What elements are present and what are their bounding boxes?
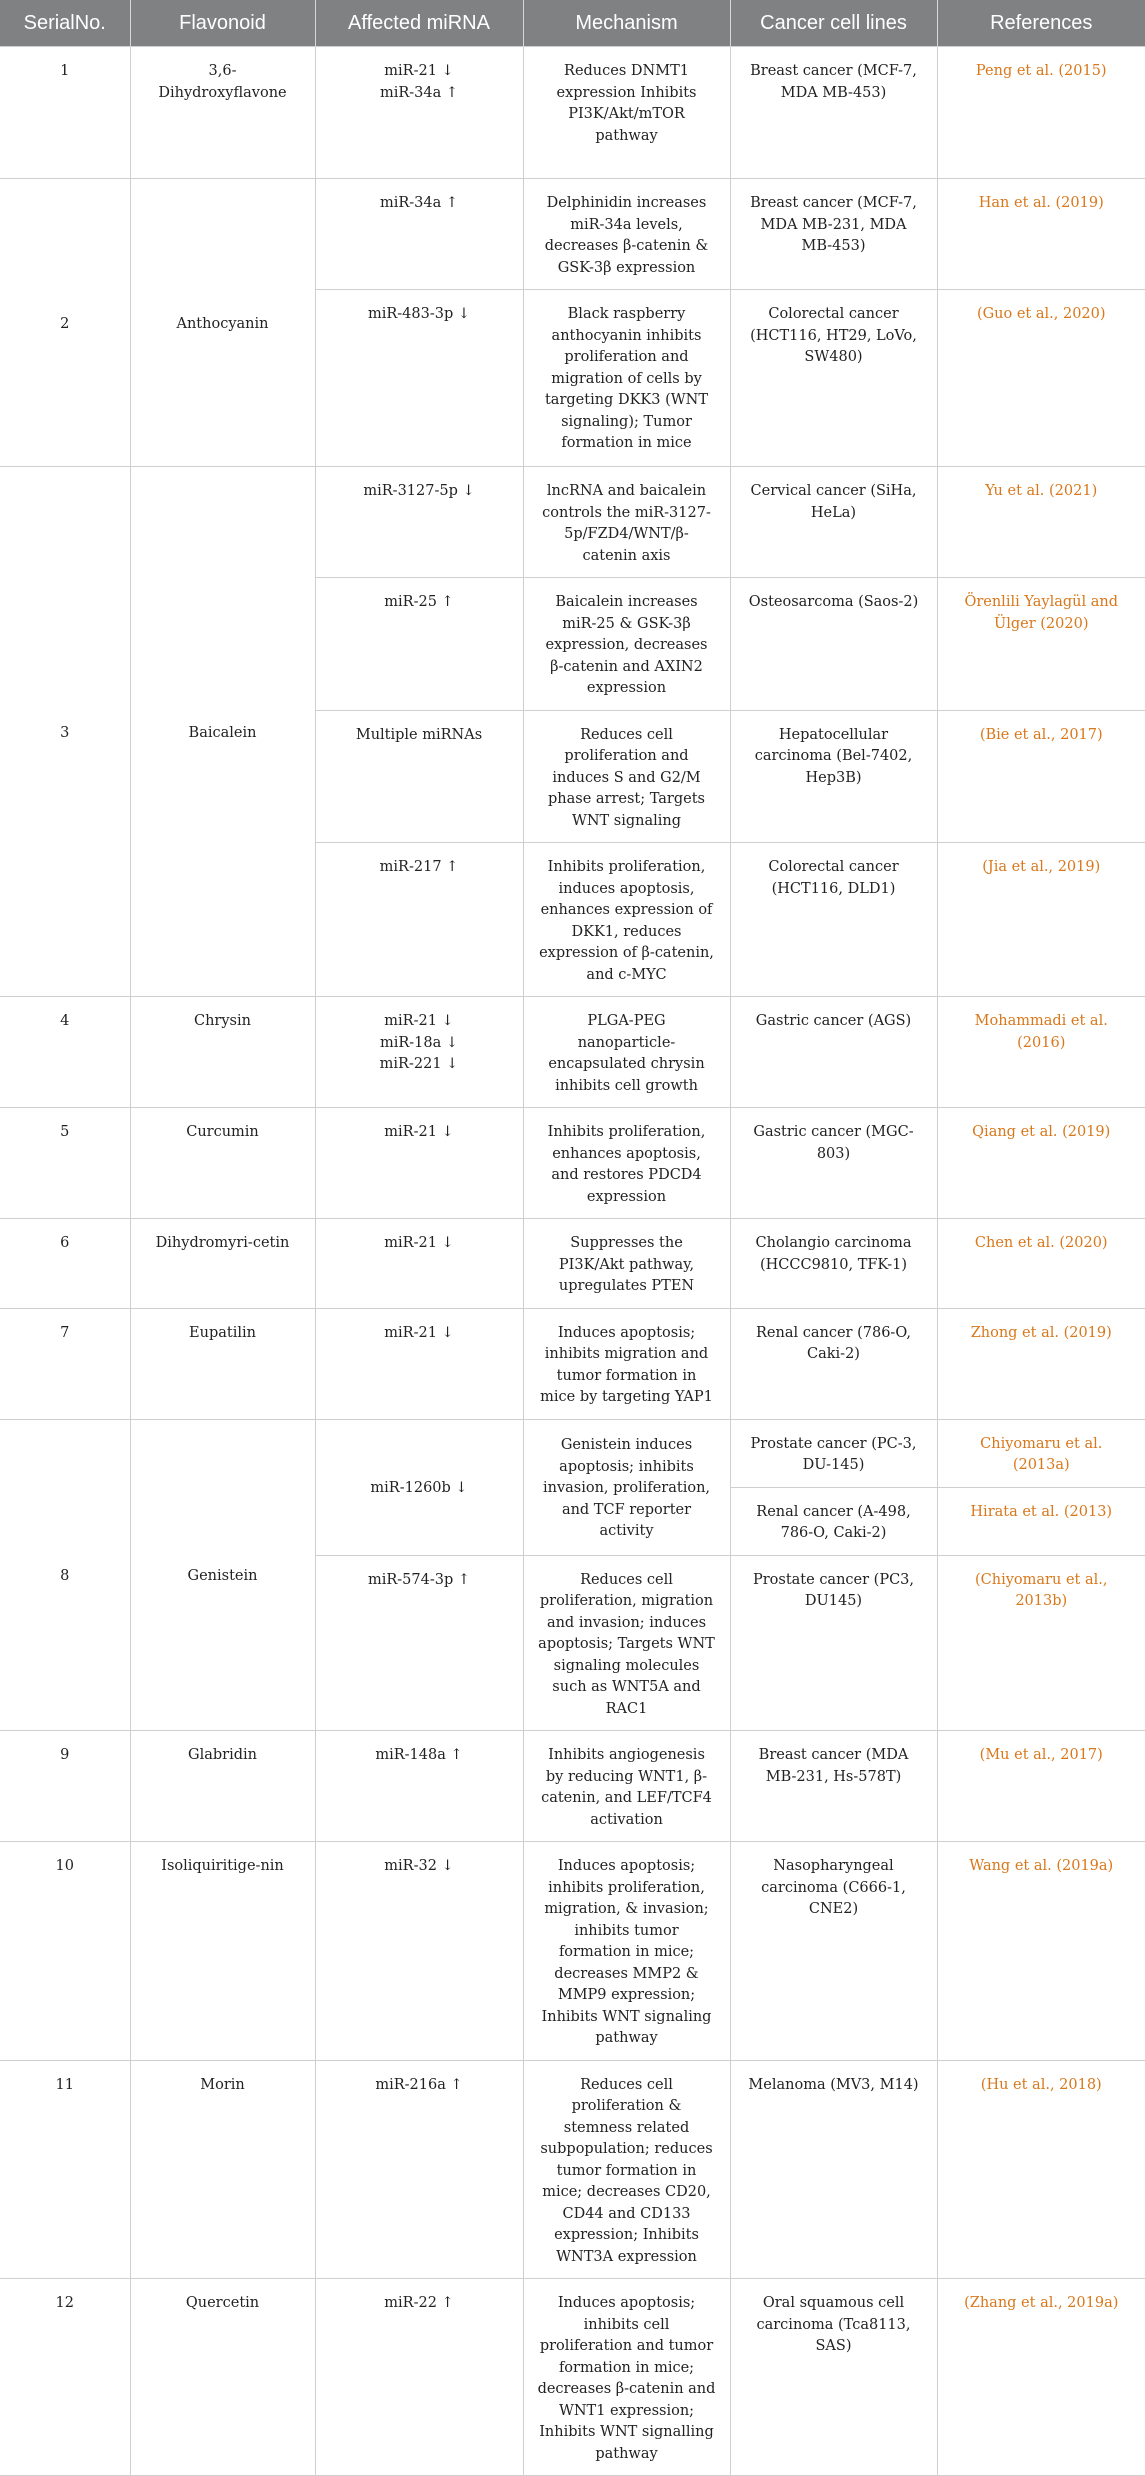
cell-lines-cell: Cervical cancer (SiHa, HeLa) bbox=[730, 467, 937, 578]
mirna-cell bbox=[315, 47, 523, 179]
mechanism-cell: Reduces cell proliferation and induces S and G2/M phase arrest; Targets WNT signaling bbox=[523, 710, 730, 843]
mirna-cell: miR-148a ↑ bbox=[315, 1731, 523, 1842]
cell-lines-cell: Gastric cancer (AGS) bbox=[730, 997, 937, 1108]
reference-link[interactable]: (Hu et al., 2018) bbox=[937, 2060, 1145, 2279]
cell-lines-cell: Breast cancer (MCF-7, MDA MB-453) bbox=[730, 47, 937, 179]
mirna-cell bbox=[315, 997, 523, 1108]
mirna-cell: Multiple miRNAs bbox=[315, 710, 523, 843]
mechanism-cell: Induces apoptosis; inhibits proliferation, migration, & invasion; inhibits tumor formation in mice; decreases MMP2 & MMP9 expression; Inhibits WNT signaling pathway bbox=[523, 1842, 730, 2061]
mechanism-cell: Inhibits proliferation, induces apoptosis, enhances expression of DKK1, reduces expression of β-catenin, and c-MYC bbox=[523, 843, 730, 997]
header-flavonoid: Flavonoid bbox=[130, 0, 315, 47]
reference-link[interactable]: Yu et al. (2021) bbox=[937, 467, 1145, 578]
flavonoid-cell: Isoliquiritige-nin bbox=[130, 1842, 315, 2061]
serial-cell: 10 bbox=[0, 1842, 130, 2061]
cell-lines-cell: Colorectal cancer (HCT116, DLD1) bbox=[730, 843, 937, 997]
mirna-entry: miR-21 ↓ bbox=[384, 1013, 454, 1029]
mirna-cell: miR-21 ↓ bbox=[315, 1308, 523, 1419]
mechanism-cell: Black raspberry anthocyanin inhibits proliferation and migration of cells by targeting DKK3 (WNT signaling); Tumor formation in mice bbox=[523, 290, 730, 467]
reference-link[interactable]: Chiyomaru et al. (2013a) bbox=[937, 1419, 1145, 1487]
mirna-cell: miR-217 ↑ bbox=[315, 843, 523, 997]
table-row bbox=[0, 997, 1145, 1108]
flavonoid-cell: Glabridin bbox=[130, 1731, 315, 1842]
mirna-entry: miR-34a ↑ bbox=[379, 84, 459, 101]
mirna-entry: miR-221 ↓ bbox=[379, 1056, 459, 1072]
mechanism-cell: Genistein induces apoptosis; inhibits invasion, proliferation, and TCF reporter activity bbox=[523, 1419, 730, 1555]
serial-cell: 5 bbox=[0, 1108, 130, 1219]
reference-link[interactable]: Mohammadi et al. (2016) bbox=[937, 997, 1145, 1108]
header-references: References bbox=[937, 0, 1145, 47]
mirna-cell: miR-25 ↑ bbox=[315, 578, 523, 711]
table-row bbox=[0, 467, 1145, 578]
reference-link[interactable]: Han et al. (2019) bbox=[937, 179, 1145, 290]
cell-lines-cell: Nasopharyngeal carcinoma (C666-1, CNE2) bbox=[730, 1842, 937, 2061]
flavonoid-cell: Eupatilin bbox=[130, 1308, 315, 1419]
flavonoid-cell: Anthocyanin bbox=[130, 179, 315, 467]
cell-lines-cell: Colorectal cancer (HCT116, HT29, LoVo, SW480) bbox=[730, 290, 937, 467]
flavonoid-cell: Genistein bbox=[130, 1419, 315, 1731]
table-row bbox=[0, 179, 1145, 290]
mechanism-cell: Suppresses the PI3K/Akt pathway, upregulates PTEN bbox=[523, 1219, 730, 1309]
table-row bbox=[0, 1308, 1145, 1419]
table-row bbox=[0, 1419, 1145, 1487]
table-row bbox=[0, 1219, 1145, 1309]
mechanism-cell: Inhibits proliferation, enhances apoptosis, and restores PDCD4 expression bbox=[523, 1108, 730, 1219]
cell-lines-cell: Breast cancer (MDA MB-231, Hs-578T) bbox=[730, 1731, 937, 1842]
mechanism-cell: Reduces cell proliferation, migration and invasion; induces apoptosis; Targets WNT signaling molecules such as WNT5A and RAC1 bbox=[523, 1555, 730, 1731]
mechanism-cell: Induces apoptosis; inhibits migration and tumor formation in mice by targeting YAP1 bbox=[523, 1308, 730, 1419]
cell-lines-cell: Melanoma (MV3, M14) bbox=[730, 2060, 937, 2279]
serial-cell: 8 bbox=[0, 1419, 130, 1731]
flavonoid-cell: Morin bbox=[130, 2060, 315, 2279]
mechanism-cell: Reduces cell proliferation & stemness related subpopulation; reduces tumor formation in mice; decreases CD20, CD44 and CD133 expression; Inhibits WNT3A expression bbox=[523, 2060, 730, 2279]
flavonoid-cell: Chrysin bbox=[130, 997, 315, 1108]
cell-lines-cell: Prostate cancer (PC-3, DU-145) bbox=[730, 1419, 937, 1487]
reference-link[interactable]: Peng et al. (2015) bbox=[937, 47, 1145, 179]
table-row bbox=[0, 1731, 1145, 1842]
mirna-cell: miR-483-3p ↓ bbox=[315, 290, 523, 467]
serial-cell: 1 bbox=[0, 47, 130, 179]
reference-link[interactable]: (Zhang et al., 2019a) bbox=[937, 2279, 1145, 2476]
serial-cell: 3 bbox=[0, 467, 130, 997]
cell-lines-cell: Cholangio carcinoma (HCCC9810, TFK-1) bbox=[730, 1219, 937, 1309]
mirna-entry: miR-21 ↓ bbox=[384, 63, 454, 79]
reference-link[interactable]: (Bie et al., 2017) bbox=[937, 710, 1145, 843]
cell-lines-cell: Hepatocellular carcinoma (Bel-7402, Hep3B) bbox=[730, 710, 937, 843]
reference-link[interactable]: Qiang et al. (2019) bbox=[937, 1108, 1145, 1219]
mirna-cell: miR-1260b ↓ bbox=[315, 1419, 523, 1555]
reference-link[interactable]: Örenlili Yaylagül and Ülger (2020) bbox=[937, 578, 1145, 711]
reference-link[interactable]: (Jia et al., 2019) bbox=[937, 843, 1145, 997]
header-row bbox=[0, 0, 1145, 47]
mechanism-cell: Inhibits angiogenesis by reducing WNT1, β-catenin, and LEF/TCF4 activation bbox=[523, 1731, 730, 1842]
table-row bbox=[0, 2279, 1145, 2476]
table-row bbox=[0, 47, 1145, 179]
cell-lines-cell: Renal cancer (A-498, 786-O, Caki-2) bbox=[730, 1487, 937, 1555]
cell-lines-cell: Renal cancer (786-O, Caki-2) bbox=[730, 1308, 937, 1419]
mirna-cell: miR-21 ↓ bbox=[315, 1219, 523, 1309]
table-row bbox=[0, 2060, 1145, 2279]
mechanism-cell: Induces apoptosis; inhibits cell proliferation and tumor formation in mice; decreases β-catenin and WNT1 expression; Inhibits WNT signalling pathway bbox=[523, 2279, 730, 2476]
reference-link[interactable]: Wang et al. (2019a) bbox=[937, 1842, 1145, 2061]
mechanism-cell: Delphinidin increases miR-34a levels, decreases β-catenin & GSK-3β expression bbox=[523, 179, 730, 290]
mirna-cell: miR-21 ↓ bbox=[315, 1108, 523, 1219]
flavonoid-cell: 3,6-Dihydroxyflavone bbox=[130, 47, 315, 179]
mirna-cell: miR-34a ↑ bbox=[315, 179, 523, 290]
mechanism-cell: Reduces DNMT1 expression Inhibits PI3K/Akt/mTOR pathway bbox=[523, 47, 730, 179]
cell-lines-cell: Gastric cancer (MGC-803) bbox=[730, 1108, 937, 1219]
mirna-entry: miR-18a ↓ bbox=[379, 1034, 459, 1051]
header-mechanism: Mechanism bbox=[523, 0, 730, 47]
serial-cell: 2 bbox=[0, 179, 130, 467]
cell-lines-cell: Breast cancer (MCF-7, MDA MB-231, MDA MB-453) bbox=[730, 179, 937, 290]
flavonoid-cell: Curcumin bbox=[130, 1108, 315, 1219]
mechanism-cell: Baicalein increases miR-25 & GSK-3β expression, decreases β-catenin and AXIN2 expression bbox=[523, 578, 730, 711]
flavonoid-cell: Baicalein bbox=[130, 467, 315, 997]
flavonoid-cell: Quercetin bbox=[130, 2279, 315, 2476]
reference-link[interactable]: (Chiyomaru et al., 2013b) bbox=[937, 1555, 1145, 1731]
mirna-cell: miR-216a ↑ bbox=[315, 2060, 523, 2279]
mirna-cell: miR-32 ↓ bbox=[315, 1842, 523, 2061]
header-mirna: Affected miRNA bbox=[315, 0, 523, 47]
mechanism-cell: lncRNA and baicalein controls the miR-3127-5p/FZD4/WNT/β-catenin axis bbox=[523, 467, 730, 578]
serial-cell: 11 bbox=[0, 2060, 130, 2279]
cell-lines-cell: Oral squamous cell carcinoma (Tca8113, SAS) bbox=[730, 2279, 937, 2476]
reference-link[interactable]: (Guo et al., 2020) bbox=[937, 290, 1145, 467]
reference-link[interactable]: Zhong et al. (2019) bbox=[937, 1308, 1145, 1419]
header-serial: SerialNo. bbox=[0, 0, 130, 47]
cell-lines-cell: Prostate cancer (PC3, DU145) bbox=[730, 1555, 937, 1731]
serial-cell: 4 bbox=[0, 997, 130, 1108]
reference-link[interactable]: (Mu et al., 2017) bbox=[937, 1731, 1145, 1842]
mirna-cell: miR-574-3p ↑ bbox=[315, 1555, 523, 1731]
table-row bbox=[0, 1108, 1145, 1219]
header-cell-lines: Cancer cell lines bbox=[730, 0, 937, 47]
mirna-cell: miR-3127-5p ↓ bbox=[315, 467, 523, 578]
mechanism-cell: PLGA-PEG nanoparticle-encapsulated chrysin inhibits cell growth bbox=[523, 997, 730, 1108]
serial-cell: 9 bbox=[0, 1731, 130, 1842]
mirna-cell: miR-22 ↑ bbox=[315, 2279, 523, 2476]
serial-cell: 7 bbox=[0, 1308, 130, 1419]
reference-link[interactable]: Hirata et al. (2013) bbox=[937, 1487, 1145, 1555]
flavonoid-cell: Dihydromyri-cetin bbox=[130, 1219, 315, 1309]
cell-lines-cell: Osteosarcoma (Saos-2) bbox=[730, 578, 937, 711]
serial-cell: 12 bbox=[0, 2279, 130, 2476]
table-row bbox=[0, 1842, 1145, 2061]
reference-link[interactable]: Chen et al. (2020) bbox=[937, 1219, 1145, 1309]
serial-cell: 6 bbox=[0, 1219, 130, 1309]
